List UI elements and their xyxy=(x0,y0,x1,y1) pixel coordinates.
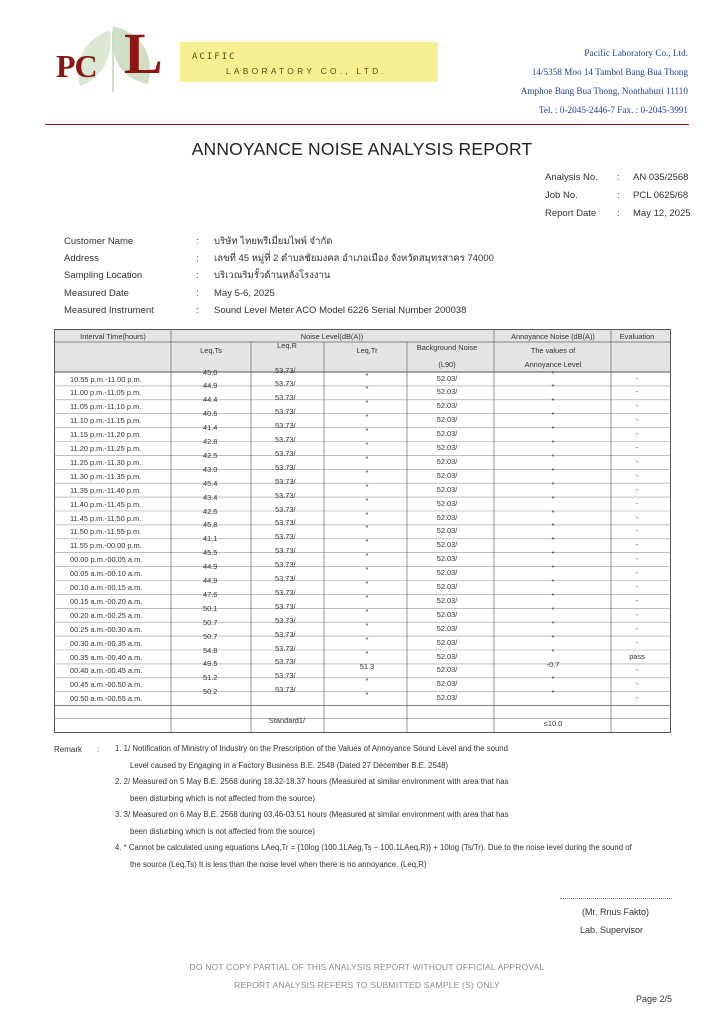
leq-ts-cell: 44.9 xyxy=(203,576,218,585)
leq-tr-cell: 51.3 xyxy=(359,662,375,672)
logo-pc-text: PC xyxy=(56,48,97,84)
header-values-of: The values of xyxy=(530,346,576,355)
leq-ts-cell: 44.9 xyxy=(203,381,218,391)
leq-r-cell: 53.73/ xyxy=(275,657,296,667)
annoyance-value-cell: * xyxy=(551,674,555,684)
info-label: Customer Name xyxy=(64,236,134,248)
meta-label: Report Date xyxy=(545,207,597,219)
leq-tr-cell: * xyxy=(365,440,369,449)
leq-r-cell: 53.73/ xyxy=(275,379,296,389)
evaluation-cell: - xyxy=(635,595,639,605)
remark-line: 1. 1/ Notification of Ministry of Industry on the Prescription of the Values of Annoyance Sound Level and the sound xyxy=(115,744,508,753)
remark-colon: : xyxy=(97,745,100,754)
leq-ts-cell: 42.6 xyxy=(203,506,218,516)
leq-tr-cell: * xyxy=(365,676,369,686)
header-noise-level: Noise Level(dB(A)) xyxy=(300,332,364,341)
evaluation-cell: - xyxy=(635,609,639,619)
evaluation-cell: - xyxy=(635,470,639,480)
leq-tr-cell: * xyxy=(365,426,369,436)
leq-tr-cell: * xyxy=(365,551,369,561)
evaluation-cell: pass xyxy=(629,651,645,661)
background-cell: 52.03/ xyxy=(436,373,458,383)
leq-ts-cell: 42.8 xyxy=(203,437,218,446)
noise-analysis-table xyxy=(54,329,671,733)
signatory-name: (Mr. Rnus Fakto) xyxy=(582,907,650,917)
leq-tr-cell: * xyxy=(365,384,369,394)
annoyance-value-cell: -0.7 xyxy=(546,660,560,670)
logo-lab-text: LABORATORY CO., LTD. xyxy=(226,66,387,76)
interval-cell: 00.35 a.m.-00.40 a.m. xyxy=(70,652,143,662)
annoyance-value-cell: * xyxy=(551,632,555,642)
evaluation-cell: - xyxy=(635,623,639,633)
annoyance-value-cell: * xyxy=(551,535,555,545)
meta-label: Job No. xyxy=(545,189,578,201)
leq-ts-cell: 40.6 xyxy=(203,409,218,419)
evaluation-cell: - xyxy=(635,373,639,383)
annoyance-value-cell: * xyxy=(551,646,555,656)
leq-r-cell: 53.73/ xyxy=(275,462,296,472)
leq-tr-cell: * xyxy=(365,467,369,477)
interval-cell: 11.10 p.m.-11.15 p.m. xyxy=(70,416,142,426)
annoyance-value-cell: * xyxy=(551,688,555,698)
evaluation-cell: - xyxy=(635,498,639,508)
header-evaluation: Evaluation xyxy=(619,332,655,341)
interval-cell: 11.05 p.m.-11.10 p.m. xyxy=(70,402,142,412)
leq-r-cell: 53.73/ xyxy=(275,518,296,528)
leq-r-cell: 53.73/ xyxy=(275,587,296,597)
interval-cell: 00.00 p.m.-00.05 a.m. xyxy=(70,555,143,565)
meta-label: Analysis No. xyxy=(545,171,598,183)
annoyance-value-cell: * xyxy=(551,451,555,461)
leq-ts-cell: 54.8 xyxy=(203,645,218,655)
leq-r-cell: 53.73/ xyxy=(275,601,296,611)
leq-r-cell: 53.73/ xyxy=(275,629,296,639)
report-title: ANNOYANCE NOISE ANALYSIS REPORT xyxy=(191,139,533,159)
remark-line: 2. 2/ Measured on 5 May B.E. 2568 during 18.32-18.37 hours (Measured at similar environment with area that has xyxy=(115,777,509,786)
interval-cell: 00.05 a.m.-00.10 a.m. xyxy=(70,569,143,579)
standard-label: Standard1/ xyxy=(268,716,306,725)
remark-line: 4. * Cannot be calculated using equations LAeq,Tr = {10log (100.1LAeg,Ts − 100.1LAeq,R)} + 10log (Ts/Tr). Due to the noise level during the sound of xyxy=(115,843,632,852)
customer-info xyxy=(64,233,494,319)
leq-r-cell: 53.73/ xyxy=(275,532,296,542)
interval-cell: 11.40 p.m.-11.45 p.m. xyxy=(70,499,142,509)
evaluation-cell: - xyxy=(635,554,639,564)
annoyance-value-cell: * xyxy=(551,507,555,517)
interval-cell: 00.20 a.m.-00.25 a.m. xyxy=(70,610,143,620)
leq-tr-cell: * xyxy=(365,579,369,588)
evaluation-cell: - xyxy=(635,415,639,425)
meta-value: AN 035/2568 xyxy=(633,171,689,183)
leq-tr-cell: * xyxy=(365,398,369,408)
remark-label: Remark xyxy=(54,745,83,754)
leq-ts-cell: 45.8 xyxy=(203,520,218,530)
leq-tr-cell: * xyxy=(365,634,369,644)
logo-pacific-text: ACIFIC xyxy=(192,52,237,62)
evaluation-cell: - xyxy=(635,540,639,550)
leq-ts-cell: 50.7 xyxy=(203,631,218,641)
evaluation-cell: - xyxy=(635,568,639,578)
leq-r-cell: 53.73/ xyxy=(275,615,296,625)
leq-ts-cell: 47.6 xyxy=(203,589,218,599)
evaluation-cell: - xyxy=(635,512,639,522)
info-row xyxy=(64,267,494,284)
background-cell: 52.03/ xyxy=(436,443,458,452)
interval-cell: 11.45 p.m.-11.50 p.m. xyxy=(70,513,142,523)
leq-r-cell: 53.73/ xyxy=(275,546,296,556)
leq-ts-cell: 45.4 xyxy=(203,478,218,488)
signature-line xyxy=(560,898,672,899)
evaluation-cell: - xyxy=(635,484,639,494)
interval-cell: 00.10 a.m.-00.15 a.m. xyxy=(70,583,143,592)
meta-row xyxy=(545,186,691,204)
info-value: เลขที่ 45 หมู่ที่ 2 ตำบลชัยมงคล อำเภอเมือง จังหวัดสมุทรสาคร 74000 xyxy=(214,253,494,265)
background-cell: 52.03/ xyxy=(436,582,458,591)
leq-ts-cell: 45.0 xyxy=(203,367,218,377)
interval-cell: 00.30 a.m.-00.35 a.m. xyxy=(70,638,143,648)
company-phone: Tel. : 0-2045-2446-7 Fax. : 0-2045-3991 xyxy=(538,105,688,115)
header-annoyance-level: Annoyance Level xyxy=(524,360,582,369)
annoyance-value-cell: * xyxy=(551,424,555,434)
leq-tr-cell: * xyxy=(365,481,369,491)
leq-ts-cell: 50.2 xyxy=(203,687,218,697)
annoyance-value-cell: * xyxy=(551,577,555,586)
evaluation-cell: - xyxy=(635,679,639,689)
background-cell: 52.03/ xyxy=(436,651,458,661)
company-district: Amphoe Bang Bua Thong, Nonthaburi 11110 xyxy=(520,86,688,96)
background-cell: 52.03/ xyxy=(436,456,458,466)
info-row xyxy=(64,233,494,250)
info-row xyxy=(64,250,494,267)
leq-ts-cell: 45.5 xyxy=(203,548,218,558)
page-number: Page 2/5 xyxy=(635,994,672,1004)
leq-r-cell: 53.73/ xyxy=(275,448,296,458)
info-colon: : xyxy=(196,270,199,282)
leq-r-cell: 53.73/ xyxy=(275,476,296,486)
background-cell: 52.03/ xyxy=(436,415,458,425)
leq-tr-cell: * xyxy=(365,592,369,602)
background-cell: 52.03/ xyxy=(436,484,458,494)
leq-r-cell: 53.73/ xyxy=(275,490,296,500)
leq-ts-cell: 44.9 xyxy=(203,562,218,572)
interval-cell: 11.25 p.m.-11.30 p.m. xyxy=(70,457,142,467)
interval-cell: 00.40 a.m.-00.45 a.m. xyxy=(70,666,143,676)
background-cell: 52.03/ xyxy=(436,554,458,564)
info-label: Address xyxy=(64,253,99,265)
interval-cell: 11.15 p.m.-11.20 p.m. xyxy=(70,430,142,440)
leq-ts-cell: 49.5 xyxy=(203,659,218,669)
info-colon: : xyxy=(196,304,199,316)
meta-value: PCL 0625/68 xyxy=(633,189,689,201)
remark-line: 3. 3/ Measured on 6 May B.E. 2568 during 03.46-03.51 hours (Measured at similar environment with area that has xyxy=(115,810,509,819)
leq-r-cell: 53.73/ xyxy=(275,365,296,375)
interval-cell: 11.50 p.m.-11.55 p.m. xyxy=(70,527,142,537)
logo-band xyxy=(180,42,438,82)
info-label: Measured Instrument xyxy=(64,304,154,316)
remark-line: been disturbing which is not affected from the source) xyxy=(130,826,315,836)
annoyance-value-cell: * xyxy=(551,563,555,573)
annoyance-value-cell: * xyxy=(551,618,555,628)
leq-tr-cell: * xyxy=(365,690,369,700)
evaluation-cell: - xyxy=(635,637,639,647)
interval-cell: 11.00 p.m.-11.05 p.m. xyxy=(70,388,142,398)
evaluation-cell: - xyxy=(635,443,639,452)
remarks-list xyxy=(115,741,632,873)
leq-ts-cell: 41.4 xyxy=(203,423,218,433)
report-meta xyxy=(545,168,691,222)
leq-ts-cell: 50.1 xyxy=(203,603,218,613)
header-leq-ts: Leq,Ts xyxy=(200,346,222,355)
leq-tr-cell: * xyxy=(365,620,369,630)
remark-line: been disturbing which is not affected from the source) xyxy=(130,793,315,803)
leq-ts-cell: 43.0 xyxy=(203,464,218,474)
leq-r-cell: 53.73/ xyxy=(275,685,296,695)
leq-r-cell: 53.73/ xyxy=(275,671,296,681)
header-annoyance: Annoyance Noise (dB(A)) xyxy=(511,332,595,341)
meta-row xyxy=(545,204,691,222)
header-background: Background Noise xyxy=(416,343,478,352)
background-cell: 52.03/ xyxy=(436,623,458,633)
leq-tr-cell: * xyxy=(365,509,369,519)
background-cell: 52.03/ xyxy=(436,498,458,508)
company-logo xyxy=(50,22,395,94)
footer-notice: DO NOT COPY PARTIAL OF THIS ANALYSIS REPORT WITHOUT OFFICIAL APPROVAL xyxy=(189,962,545,972)
interval-cell: 11.30 p.m.-11.35 p.m. xyxy=(70,471,142,481)
leq-r-cell: 53.73/ xyxy=(275,504,296,514)
info-colon: : xyxy=(196,253,199,265)
header-leq-r: Leq,R xyxy=(277,341,297,350)
evaluation-cell: - xyxy=(635,387,639,397)
meta-row xyxy=(545,168,691,186)
info-value: May 5-6, 2025 xyxy=(214,287,275,299)
background-cell: 52.03/ xyxy=(436,693,458,703)
annoyance-value-cell: * xyxy=(551,368,555,378)
leq-tr-cell: * xyxy=(365,523,369,533)
evaluation-cell: - xyxy=(635,693,639,703)
leq-r-cell: 53.73/ xyxy=(275,435,296,444)
leq-r-cell: 53.73/ xyxy=(275,643,296,653)
info-colon: : xyxy=(196,236,199,248)
company-street: 14/5358 Moo 14 Tambol Bang Bua Thong xyxy=(531,67,688,77)
logo-l-text: L xyxy=(124,21,163,86)
leq-r-cell: 53.73/ xyxy=(275,421,296,431)
background-cell: 52.03/ xyxy=(436,512,458,522)
annoyance-value-cell: * xyxy=(551,396,555,406)
evaluation-cell: - xyxy=(635,526,639,536)
annoyance-value-cell: * xyxy=(551,521,555,531)
company-address xyxy=(521,44,688,120)
background-cell: 52.03/ xyxy=(436,401,458,411)
annoyance-value-cell: * xyxy=(551,438,555,447)
meta-colon: : xyxy=(617,171,620,183)
background-cell: 52.03/ xyxy=(436,679,458,689)
background-cell: 52.03/ xyxy=(436,637,458,647)
background-cell: 52.03/ xyxy=(436,665,458,675)
evaluation-cell: - xyxy=(635,429,639,439)
footer-disclaimer: REPORT ANALYSIS REFERS TO SUBMITTED SAMPLE (S) ONLY xyxy=(234,980,500,990)
meta-colon: : xyxy=(617,207,620,219)
interval-cell: 11.35 p.m.-11.40 p.m. xyxy=(70,485,142,495)
info-value: Sound Level Meter ACO Model 6226 Serial Number 200038 xyxy=(214,304,467,316)
header-interval: Interval Time(hours) xyxy=(80,332,146,341)
annoyance-value-cell: * xyxy=(551,493,555,503)
interval-cell: 00.50 a.m.-00.55 a.m. xyxy=(70,694,143,704)
annoyance-value-cell: * xyxy=(551,382,555,392)
leq-tr-cell: * xyxy=(365,495,369,505)
background-cell: 52.03/ xyxy=(436,595,458,605)
signatory-title: Lab. Supervisor xyxy=(580,925,644,935)
leq-r-cell: 53.73/ xyxy=(275,393,296,403)
leq-ts-cell: 44.4 xyxy=(203,395,218,405)
background-cell: 52.03/ xyxy=(436,540,458,550)
table-border xyxy=(55,330,671,733)
leq-tr-cell: * xyxy=(365,565,369,575)
evaluation-cell: - xyxy=(635,665,639,675)
background-cell: 52.03/ xyxy=(436,609,458,619)
leq-r-cell: 53.73/ xyxy=(275,560,296,570)
meta-colon: : xyxy=(617,189,620,201)
info-label: Measured Date xyxy=(64,287,129,299)
interval-cell: 11.55 p.m.-00.00 p.m. xyxy=(70,541,142,551)
background-cell: 52.03/ xyxy=(436,429,458,439)
info-value: บริเวณริมรั้วด้านหลังโรงงาน xyxy=(214,270,331,282)
annoyance-value-cell: * xyxy=(551,590,555,600)
background-cell: 52.03/ xyxy=(436,526,458,536)
leq-ts-cell: 51.2 xyxy=(203,673,218,683)
interval-cell: 00.45 a.m.-00.50 a.m. xyxy=(70,680,143,690)
interval-cell: 10.55 p.m.-11.00 p.m. xyxy=(70,374,142,384)
company-name: Pacific Laboratory Co., Ltd. xyxy=(584,48,688,58)
info-colon: : xyxy=(196,287,199,299)
interval-cell: 00.15 a.m.-00.20 a.m. xyxy=(70,596,143,606)
leq-tr-cell: * xyxy=(365,606,369,616)
annoyance-value-cell: * xyxy=(551,465,555,475)
leq-tr-cell: * xyxy=(365,370,369,380)
leq-ts-cell: 41.1 xyxy=(203,534,218,544)
evaluation-cell: - xyxy=(635,401,639,411)
annoyance-value-cell: * xyxy=(551,479,555,489)
background-cell: 52.03/ xyxy=(436,470,458,480)
leq-tr-cell: * xyxy=(365,412,369,422)
background-cell: 52.03/ xyxy=(436,387,458,397)
evaluation-cell: - xyxy=(635,582,639,591)
standard-value: ≤10.0 xyxy=(543,719,563,728)
info-value: บริษัท ไทยพรีเมี่ยมไพพ์ จำกัด xyxy=(214,236,333,248)
remark-line: Level caused by Engaging in a Factory Business B.E. 2548 (Dated 27 December B.E. 2548) xyxy=(130,760,449,770)
annoyance-value-cell: * xyxy=(551,410,555,420)
leq-tr-cell: * xyxy=(365,648,369,658)
annoyance-value-cell: * xyxy=(551,549,555,559)
leq-ts-cell: 50.7 xyxy=(203,617,218,627)
meta-value: May 12, 2025 xyxy=(633,207,691,219)
remark-line: the source (Leq,Ts) It is less than the noise level when there is no annoyance. (Leq,R) xyxy=(130,859,427,869)
header-divider xyxy=(45,124,689,125)
background-cell: 52.03/ xyxy=(436,568,458,578)
evaluation-cell: - xyxy=(635,456,639,466)
header-l90: (L90) xyxy=(438,360,456,369)
interval-cell: 00.25 a.m.-00.30 a.m. xyxy=(70,624,143,634)
annoyance-value-cell: * xyxy=(551,604,555,614)
info-row xyxy=(64,285,494,302)
info-row xyxy=(64,302,494,319)
leq-tr-cell: * xyxy=(365,537,369,547)
leq-tr-cell: * xyxy=(365,453,369,463)
table-grid xyxy=(54,329,671,733)
header-leq-tr: Leq,Tr xyxy=(356,346,378,355)
leq-r-cell: 53.73/ xyxy=(275,407,296,417)
leq-ts-cell: 42.5 xyxy=(203,450,218,460)
leq-r-cell: 53.73/ xyxy=(275,574,296,583)
interval-cell: 11.20 p.m.-11.25 p.m. xyxy=(70,444,142,453)
leq-ts-cell: 43.4 xyxy=(203,492,218,502)
info-label: Sampling Location xyxy=(64,270,143,282)
